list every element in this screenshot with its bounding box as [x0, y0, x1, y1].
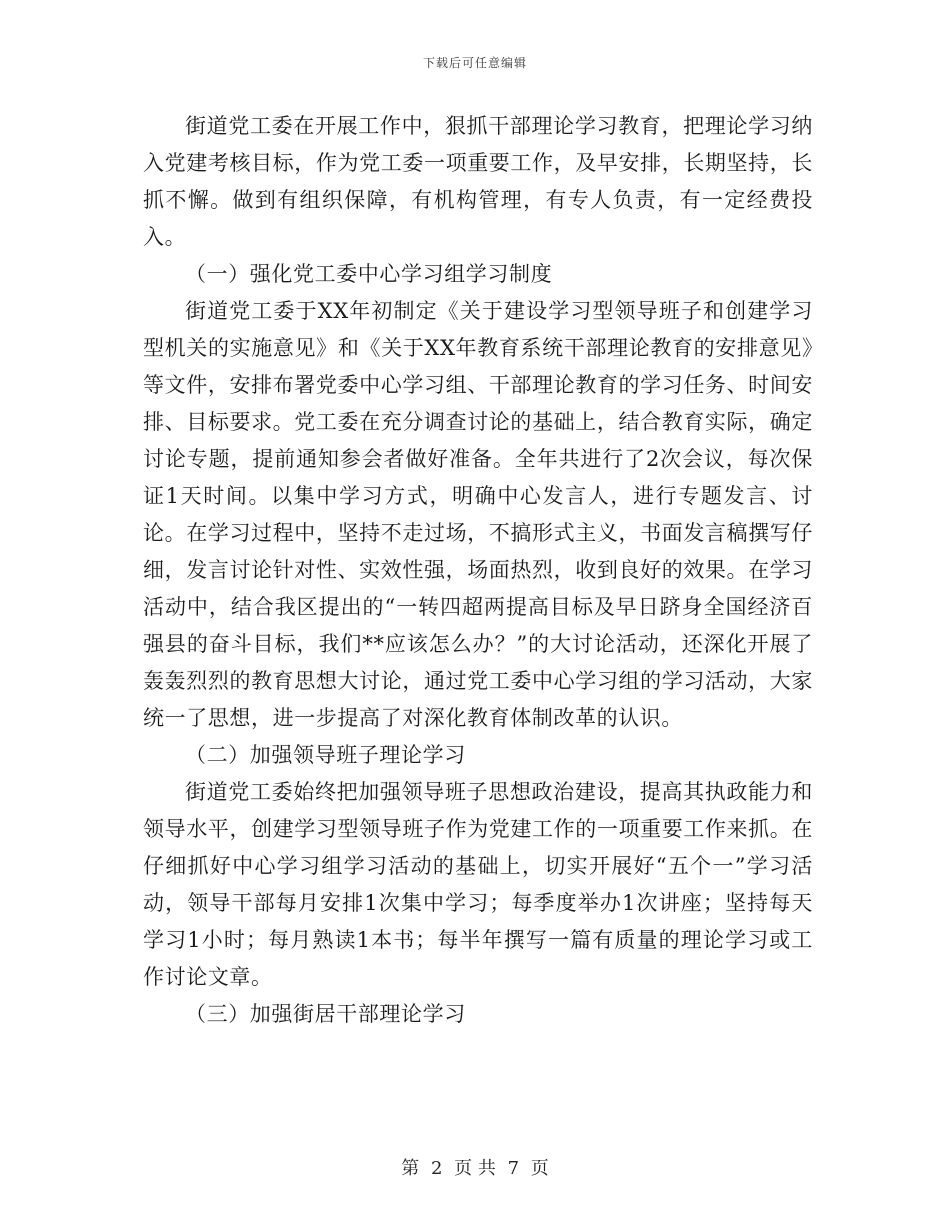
document-body: [143, 108, 813, 1033]
paragraph-intro: 街道党工委在开展工作中，狠抓干部理论学习教育，把理论学习纳入党建考核目标，作为党工委一项重要工作，及早安排，长期坚持，长抓不懈。做到有组织保障，有机构管理，有专人负责，有一定经费投入。: [143, 114, 813, 249]
page-footer: [0, 1154, 950, 1180]
section-heading-1: （一）强化党工委中心学习组学习制度: [185, 262, 553, 286]
footer-prefix: 第: [401, 1158, 420, 1179]
paragraph-section-2: 街道党工委始终把加强领导班子思想政治建设，提高其执政能力和领导水平，创建学习型领导班子作为党建工作的一项重要工作来抓。在仔细抓好中心学习组学习活动的基础上，切实开展好“五个一”学习活动，领导干部每月安排1次集中学习；每季度举办1次讲座；坚持每天学习1小时；每月熟读1本书；每半年撰写一篇有质量的理论学习或工作讨论文章。: [143, 780, 813, 989]
section-heading-2: （二）加强领导班子理论学习: [185, 743, 466, 767]
paragraph-section-1: 街道党工委于XX年初制定《关于建设学习型领导班子和创建学习型机关的实施意见》和《关于XX年教育系统干部理论教育的安排意见》等文件，安排布署党委中心学习组、干部理论教育的学习任务、时间安排、目标要求。党工委在充分调查讨论的基础上，结合教育实际，确定讨论专题，提前通知参会者做好准备。全年共进行了2次会议，每次保证1天时间。以集中学习方式，明确中心发言人，进行专题发言、讨论。在学习过程中，坚持不走过场，不搞形式主义，书面发言稿撰写仔细，发言讨论针对性、实效性强，场面热烈，收到良好的效果。在学习活动中，结合我区提出的“一转四超两提高目标及早日跻身全国经济百强县的奋斗目标，我们**应该怎么办？”的大讨论活动，还深化开展了轰轰烈烈的教育思想大讨论，通过党工委中心学习组的学习活动，大家统一了思想，进一步提高了对深化教育体制改革的认识。: [143, 299, 813, 730]
current-page-number: 2: [430, 1158, 443, 1179]
header-note: 下载后可任意编辑: [422, 56, 527, 70]
footer-suffix: 页: [530, 1158, 549, 1179]
total-page-count: 7: [507, 1158, 520, 1179]
section-heading-3: （三）加强街居干部理论学习: [185, 1002, 466, 1026]
footer-middle: 页 共: [454, 1158, 496, 1179]
